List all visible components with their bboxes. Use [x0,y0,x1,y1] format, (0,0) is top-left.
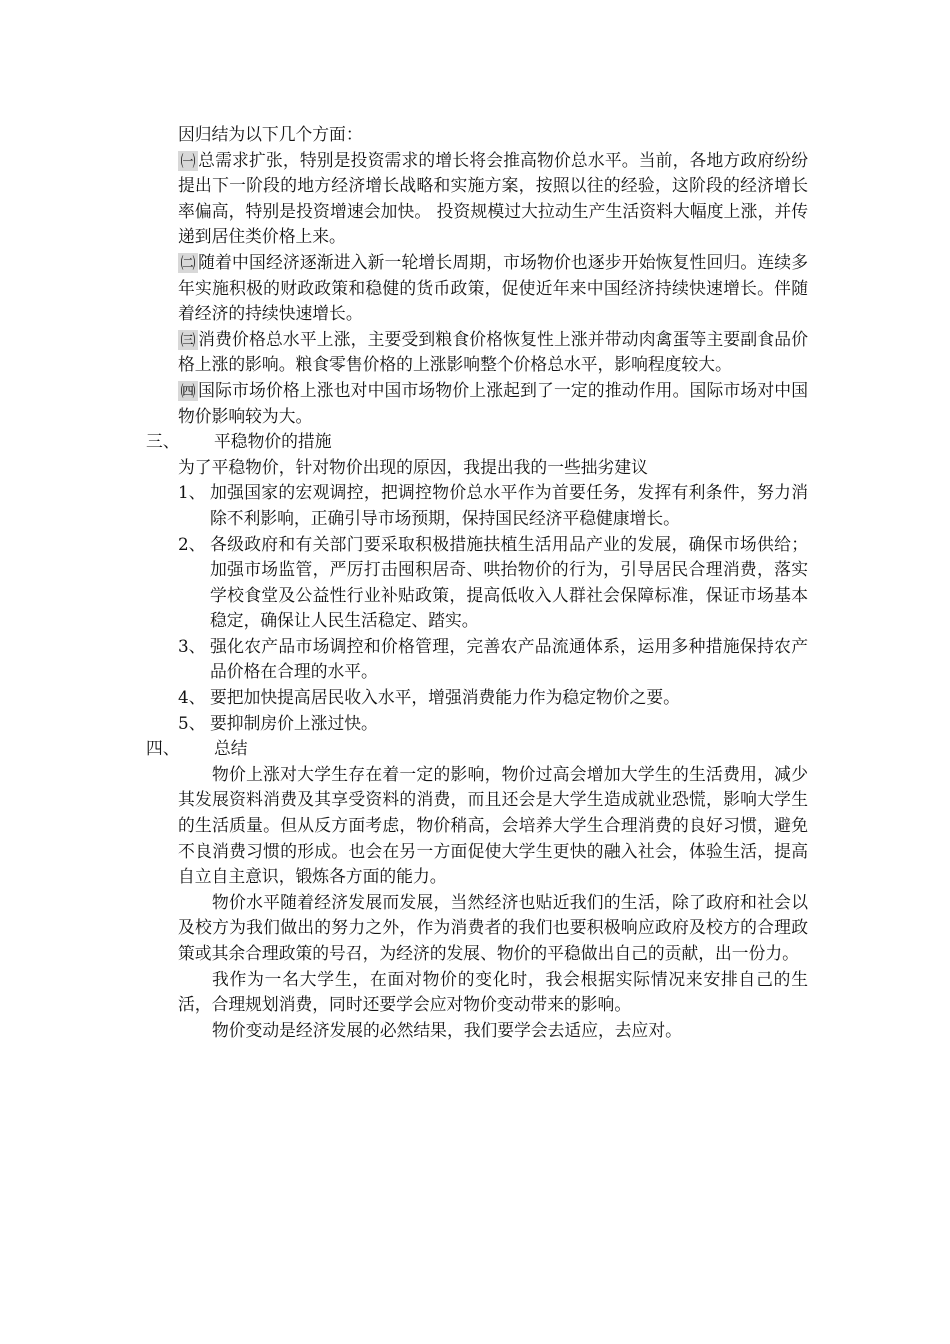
body-paragraph: 物价上涨对大学生存在着一定的影响，物价过高会增加大学生的生活费用，减少其发展资料消费及其享受资料的消费，而且还会是大学生造成就业恐慌，影响大学生的生活质量。但从反方面考虑，物价稍高，会培养大学生合理消费的良好习惯，避免不良消费习惯的形成。也会在另一方面促使大学生更快的融入社会，体验生活，提高自立自主意识，锻炼各方面的能力。 [178,763,808,887]
section-heading [146,736,808,762]
list-item [178,480,808,531]
list-item [178,532,808,634]
section-title: 总结 [214,738,248,759]
list-text: 要抑制房价上涨过快。 [210,712,378,733]
list-number: 4、 [178,687,206,708]
cause-text: 总需求扩张，特别是投资需求的增长将会推高物价总水平。当前，各地方政府纷纷提出下一阶段的地方经济增长战略和实施方案，按照以往的经验，这阶段的经济增长率偏高，特别是投资增速会加快。 投资规模过大拉动生产生活资料大幅度上涨，并传递到居住类价格上来。 [178,149,808,247]
enclosed-number-1-icon: ㈠ [178,151,198,171]
body-paragraph: 物价水平随着经济发展而发展，当然经济也贴近我们的生活，除了政府和社会以及校方为我们做出的努力之外，作为消费者的我们也要积极响应政府及校方的合理政策或其余合理政策的号召，为经济的发展、物价的平稳做出自己的贡献，出一份力。 [178,891,808,963]
enclosed-number-4-icon: ㈣ [178,381,198,401]
list-number: 3、 [178,635,206,656]
list-item [178,634,808,685]
intro-line: 因归结为以下几个方面： [178,124,363,144]
list-text: 强化农产品市场调控和价格管理，完善农产品流通体系，运用多种措施保持农产品价格在合理的水平。 [210,635,808,682]
list-number: 1、 [178,482,206,503]
section-number: 三、 [146,431,180,452]
enclosed-number-3-icon: ㈢ [178,330,198,350]
cause-item [178,148,808,250]
section-number: 四、 [146,738,180,759]
cause-item [178,250,808,327]
list-item [178,711,808,737]
cause-text: 消费价格总水平上涨，主要受到粮食价格恢复性上涨并带动肉禽蛋等主要副食品价格上涨的影响。粮食零售价格的上涨影响整个价格总水平，影响程度较大。 [178,328,808,375]
cause-item [178,327,808,378]
list-text: 各级政府和有关部门要采取积极措施扶植生活用品产业的发展，确保市场供给；加强市场监管，严厉打击囤积居奇、哄抬物价的行为，引导居民合理消费，落实学校食堂及公益性行业补贴政策，提高低收入人群社会保障标准，保证市场基本稳定，确保让人民生活稳定、踏实。 [210,533,808,631]
list-text: 加强国家的宏观调控，把调控物价总水平作为首要任务，发挥有利条件，努力消除不利影响，正确引导市场预期，保持国民经济平稳健康增长。 [210,482,808,528]
list-item [178,685,808,711]
cause-text: 国际市场价格上涨也对中国市场物价上涨起到了一定的推动作用。国际市场对中国物价影响较为大。 [178,379,808,426]
list-number: 5、 [178,712,206,733]
section-heading [146,429,808,455]
list-text: 要把加快提高居民收入水平，增强消费能力作为稳定物价之要。 [210,687,680,708]
cause-text: 随着中国经济逐渐进入新一轮增长周期，市场物价也逐步开始恢复性回归。连续多年实施积极的财政政策和稳健的货币政策，促使近年来中国经济持续快速增长。伴随着经济的持续快速增长。 [178,251,808,324]
section-lead: 为了平稳物价，针对物价出现的原因，我提出我的一些拙劣建议 [178,456,648,477]
body-paragraph: 我作为一名大学生，在面对物价的变化时，我会根据实际情况来安排自己的生活，合理规划消费，同时还要学会应对物价变动带来的影响。 [178,968,808,1015]
body-paragraph: 物价变动是经济发展的必然结果，我们要学会去适应，去应对。 [212,1019,682,1040]
enclosed-number-2-icon: ㈡ [178,253,198,273]
cause-item [178,378,808,429]
section-title: 平稳物价的措施 [214,431,332,452]
document-body [146,122,808,1043]
list-number: 2、 [178,533,206,554]
